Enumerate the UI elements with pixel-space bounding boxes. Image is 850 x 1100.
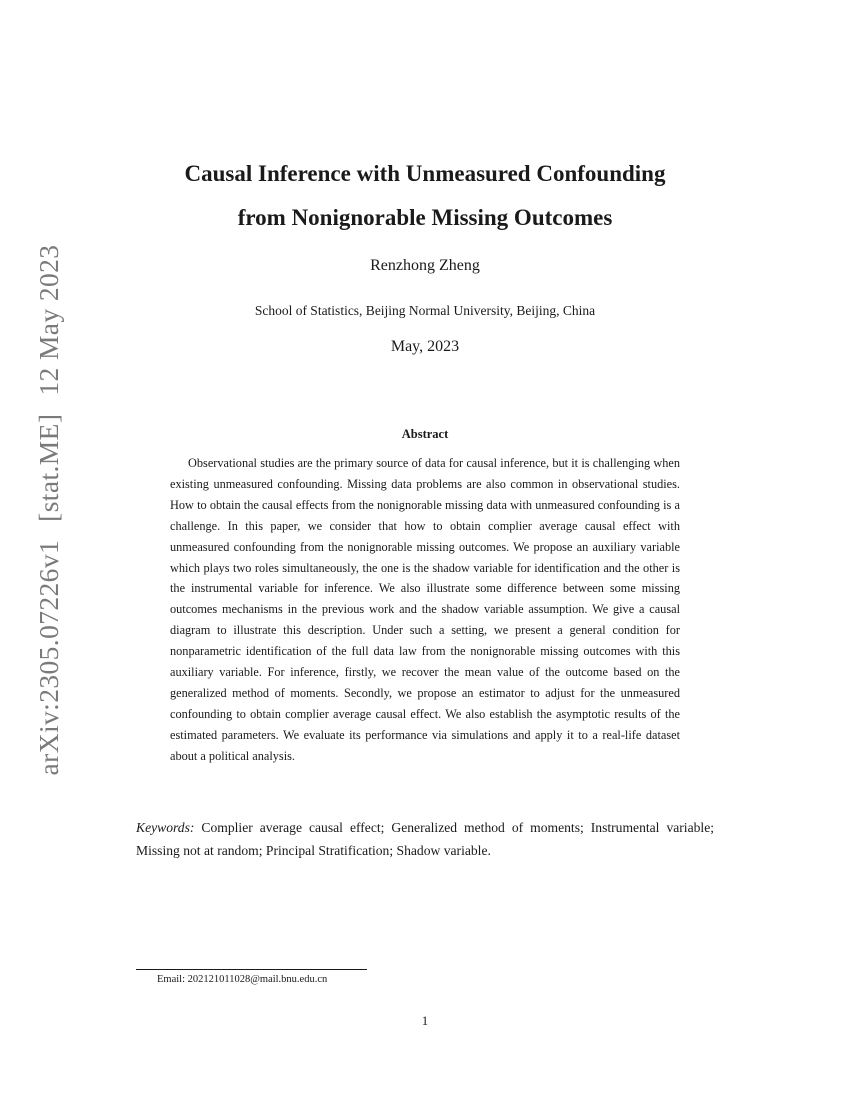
keywords-label: Keywords: xyxy=(136,820,195,835)
abstract-text: Observational studies are the primary source of data for causal inference, but it is challenging when existing unmeasured confounding. Missing data problems are also common in observational studies. How to obtain the causal effects from the nonignorable missing data with unmeasured confounding is a challenge. In this paper, we consider that how to obtain complier average causal effect with unmeasured confounding from the nonignorable missing outcomes. We propose an auxiliary variable which plays two roles simultaneously, the one is the shadow variable for identification and the other is the instrumental variable for inference. We also illustrate some difference between some missing outcomes mechanisms in the previous work and the shadow variable assumption. We give a causal diagram to illustrate this description. Under such a setting, we present a general condition for nonparametric identification of the full data law from the nonignorable missing outcomes with this auxiliary variable. For inference, firstly, we recover the mean value of the outcome based on the generalized method of moments. Secondly, we propose an estimator to adjust for the unmeasured confounding to obtain complier average causal effect. We also establish the asymptotic results of the estimated parameters. We evaluate its performance via simulations and apply it to a real-life dataset about a political analysis. xyxy=(170,456,680,763)
title-line-2: from Nonignorable Missing Outcomes xyxy=(237,205,613,230)
keywords-paragraph xyxy=(136,816,714,862)
arxiv-id: arXiv:2305.07226v1 xyxy=(33,539,64,776)
keywords-list: Complier average causal effect; Generalized method of moments; Instrumental variable; Missing not at random; Principal Stratification; Shadow variable. xyxy=(136,820,714,858)
paper-title xyxy=(0,152,850,240)
title-line-1: Causal Inference with Unmeasured Confounding xyxy=(184,161,666,186)
abstract-heading: Abstract xyxy=(401,427,449,441)
paper-date: May, 2023 xyxy=(390,338,460,355)
arxiv-category: [stat.ME] xyxy=(33,413,64,522)
page-number: 1 xyxy=(421,1013,429,1028)
arxiv-date: 12 May 2023 xyxy=(33,244,64,396)
author-name: Renzhong Zheng xyxy=(370,257,480,274)
author-affiliation: School of Statistics, Beijing Normal University, Beijing, China xyxy=(254,303,596,318)
arxiv-side-stamp xyxy=(33,245,65,776)
footnote-rule xyxy=(136,969,367,970)
footnote-email: Email: 202121011028@mail.bnu.edu.cn xyxy=(157,974,328,985)
